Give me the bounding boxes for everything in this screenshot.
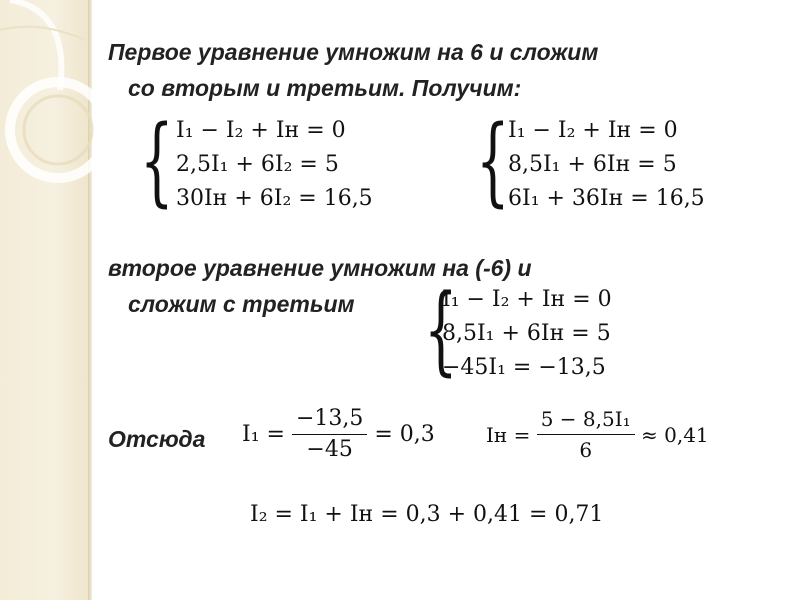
system-1-eq-1: I₁ − I₂ + Iн = 0 [176, 118, 346, 143]
system-2-eq-2: 8,5I₁ + 6Iн = 5 [508, 152, 677, 177]
paragraph-2-line-2: сложим с третьим [128, 291, 355, 317]
result-2 [486, 404, 709, 465]
system-3-eq-1: I₁ − I₂ + Iн = 0 [442, 287, 612, 312]
result-1 [242, 404, 435, 465]
paragraph-1-line-1: Первое уравнение умножим на 6 и сложим [108, 39, 599, 65]
system-1-eq-2: 2,5I₁ + 6I₂ = 5 [176, 152, 339, 177]
system-2 [508, 114, 705, 216]
result-1-numerator: −13,5 [292, 404, 367, 435]
result-2-lhs: Iн = [486, 422, 531, 447]
result-2-rhs: ≈ 0,41 [641, 422, 709, 447]
result-1-denominator: −45 [306, 437, 353, 462]
result-3: I₂ = I₁ + Iн = 0,3 + 0,41 = 0,71 [250, 502, 604, 527]
system-2-brace: { [476, 105, 510, 217]
system-1-brace: { [140, 105, 174, 217]
paragraph-2-line-1: второе уравнение умножим на (-6) и [108, 255, 532, 281]
system-3-brace: { [424, 274, 458, 386]
result-1-lhs: I₁ = [242, 421, 285, 447]
paragraph-1-line-2: со вторым и третьим. Получим: [128, 75, 522, 101]
system-1 [176, 114, 373, 216]
result-1-fraction [292, 404, 367, 465]
system-2-eq-3: 6I₁ + 36Iн = 16,5 [508, 186, 705, 211]
decorative-rings [0, 0, 120, 220]
system-3-eq-2: 8,5I₁ + 6Iн = 5 [442, 321, 611, 346]
system-2-eq-1: I₁ − I₂ + Iн = 0 [508, 118, 678, 143]
result-2-fraction [537, 404, 635, 465]
result-2-denominator: 6 [579, 438, 593, 462]
system-3 [442, 283, 612, 385]
system-1-eq-3: 30Iн + 6I₂ = 16,5 [176, 186, 373, 211]
paragraph-3-label: Отсюда [108, 426, 206, 452]
result-2-numerator: 5 − 8,5I₁ [537, 404, 635, 435]
system-3-eq-3: −45I₁ = −13,5 [442, 355, 606, 380]
result-1-rhs: = 0,3 [374, 421, 435, 447]
